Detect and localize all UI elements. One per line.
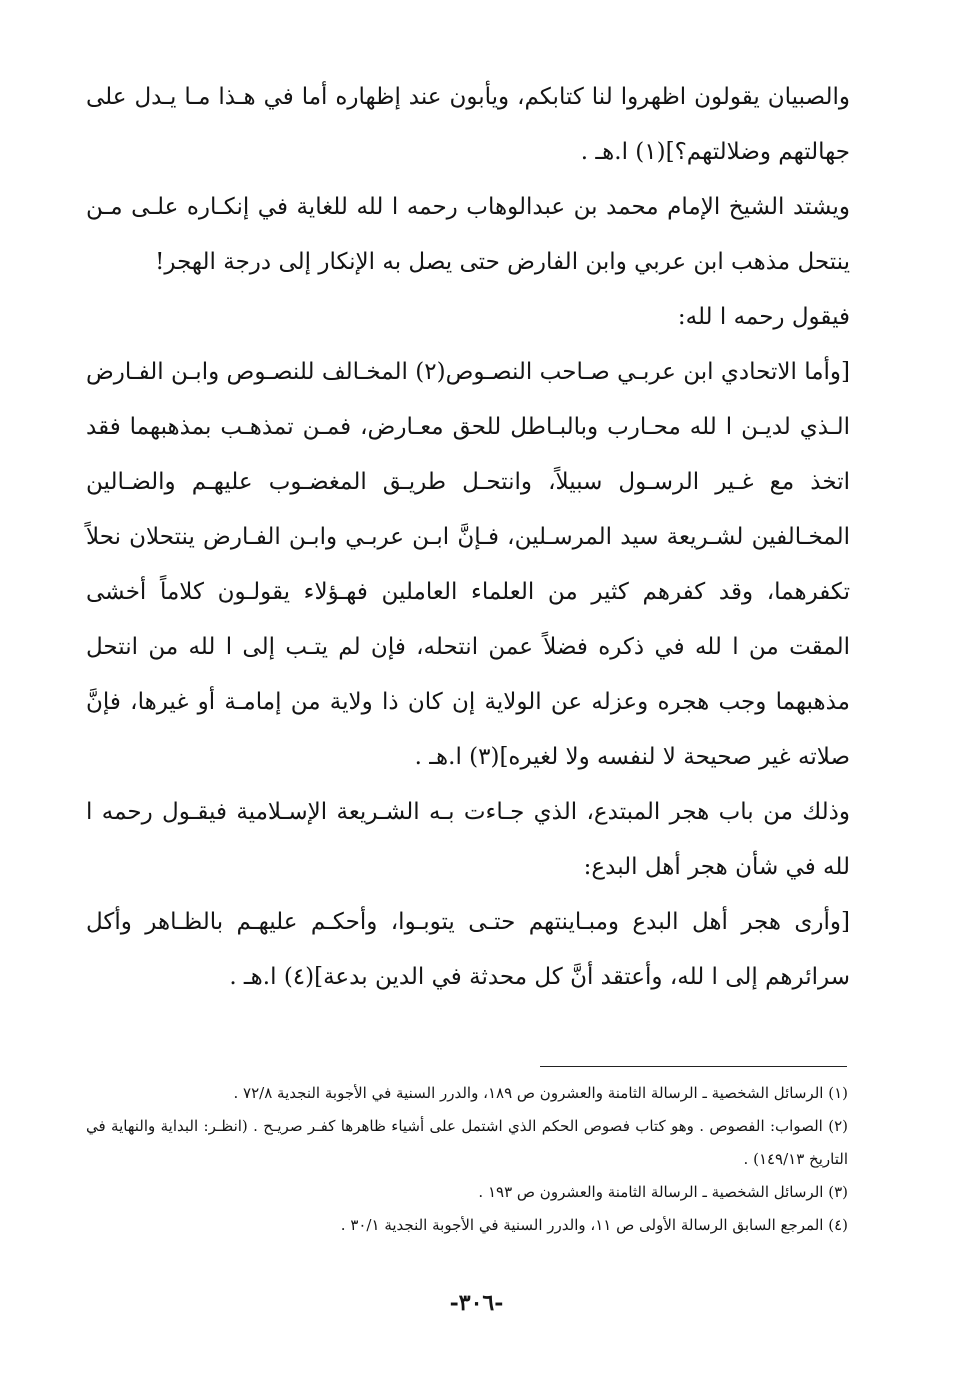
paragraph-he-says: فيقول رحمه ا لله:: [677, 304, 850, 330]
footnote-1: (١) الرسائل الشخصية ـ الرسالة الثامنة والعشرون ص ١٨٩، والدرر السنية في الأجوبة النجدية ٧٢/٨ .: [233, 1084, 848, 1102]
footnote-4: (٤) المرجع السابق الرسالة الأولى ص ١١، والدرر السنية في الأجوبة النجدية ٣٠/١ .: [340, 1216, 848, 1234]
paragraph-quote-bida: [وأرى هجر أهل البدع ومبـاينتهم حتـى يتوبـوا، وأحكـم عليهـم بالظـاهر وأكل سرائرهم إلى ا لله، وأعتقد أنَّ كل محدثة في الدين بدعة](٤) ا.هـ .: [86, 909, 850, 990]
paragraph-quote-ittihadi: [وأما الاتحادي ابن عربـي صـاحب النصـوص(٢) المخـالف للنصـوص وابـن الفـارض الـذي لديـن ا لله محـارب وبالبـاطل للحق معـارض، فمـن تمذهـب بمذهبهما فقد اتخذ مع غـير الرسـول سبيلاً، وانتحـل طريـق المغضـوب عليهـم والضـالين المخـالفين لشـريعة سيد المرسـلين، فـإنَّ ابـن عربـي وابـن الفـارض ينتحلان نحلاً تكفرهما، وقد كفرهم كثير من العلماء العاملين فهـؤلاء يقولـون كلاماً أخشى المقت من ا لله في ذكره فضلاً عمن انتحله، فإن لم يتـب إلى ا لله من انتحل مذهبهما وجب هجره وعزله عن الولاية إن كان ذا ولاية من إمامـة أو غيرها، فإنَّ صلاته غير صحيحة لا لنفسه ولا لغيره](٣) ا.هـ .: [86, 359, 851, 770]
footnote-divider: [540, 1066, 847, 1067]
main-text: [86, 70, 850, 1005]
page-number: -٣٠٦-: [449, 1290, 504, 1316]
footnote-3: (٣) الرسائل الشخصية ـ الرسالة الثامنة والعشرون ص ١٩٣ .: [478, 1183, 848, 1201]
footnotes: [86, 1077, 848, 1242]
paragraph-hajr-mubtadi: وذلك من باب هجر المبتدع، الذي جـاءت بـه الشـريعة الإسـلامية فيقـول رحمه ا لله في شأن هجر أهل البدع:: [86, 799, 850, 880]
paragraph-intro: ويشتد الشيخ الإمام محمد بن عبدالوهاب رحمه ا لله للغاية في إنكـاره علـى مـن ينتحل مذهب ابن عربي وابن الفارض حتى يصل به الإنكار إلى درجة الهجر!: [86, 194, 850, 275]
footnote-2: (٢) الصواب: الفصوص . وهو كتاب فصوص الحكم الذي اشتمل على أشياء ظاهرها كفـر صريـح . (انظـر: البداية والنهاية في التاريخ ١٤٩/١٣) .: [86, 1117, 848, 1168]
paragraph-quote-end: والصبيان يقولون اظهروا لنا كتابكم، ويأبون عند إظهاره أما في هـذا مـا يـدل على جهالتهم وضلالتهم؟](١) ا.هـ .: [86, 84, 850, 165]
